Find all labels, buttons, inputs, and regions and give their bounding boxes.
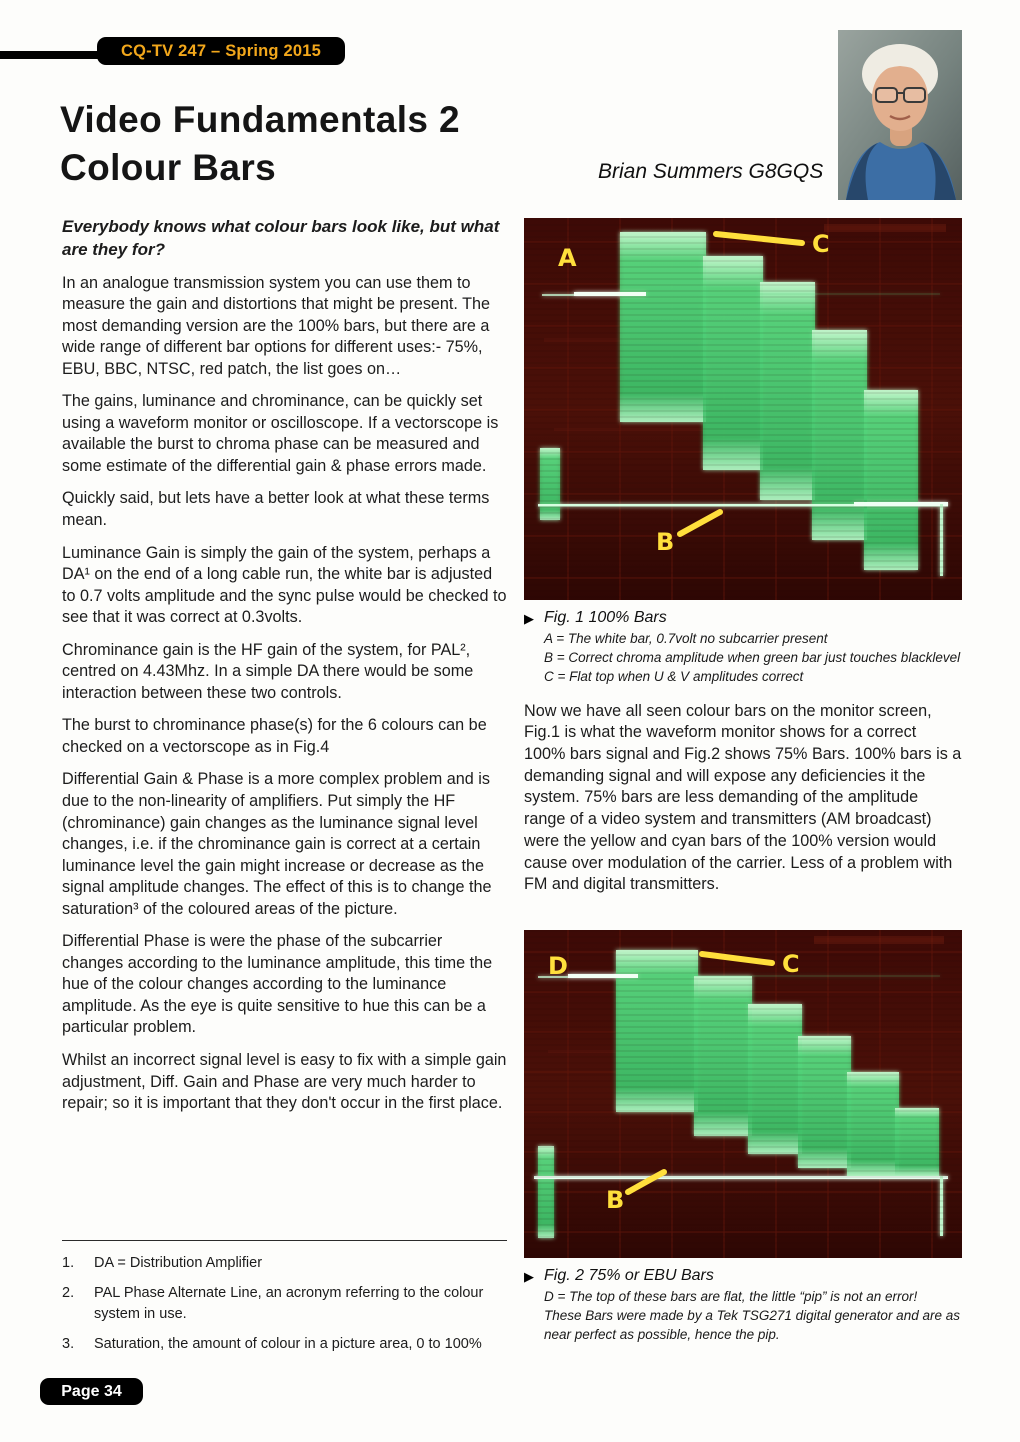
fig2-caption: [524, 1267, 962, 1345]
author-photo: [838, 30, 962, 200]
annotation-d: D: [548, 952, 568, 980]
title-line-2: Colour Bars: [60, 147, 277, 189]
glasses-left-lens: [876, 88, 897, 102]
fig1-caption: [524, 609, 962, 687]
fig2-caption-title: Fig. 2 75% or EBU Bars: [544, 1267, 714, 1284]
fig2-waveform-photo: [524, 930, 962, 1258]
lead-question: Everybody knows what colour bars look like, but what are they for?: [62, 217, 500, 259]
fig2-note: D = The top of these bars are flat, the little “pip” is not an error!: [544, 1289, 918, 1304]
title-line-1: Video Fundamentals 2: [60, 99, 461, 140]
footnote-text: DA = Distribution Amplifier: [94, 1255, 263, 1271]
body-paragraph: Luminance Gain is simply the gain of the system, perhaps a DA¹ on the end of a long cable run, the white bar is adjusted to 0.7 volts amplitude and the sync pulse would be checked to see that it was correct at 0.3volts.: [62, 543, 507, 627]
issue-badge: CQ-TV 247 – Spring 2015: [97, 37, 345, 65]
page-number-badge: Page 34: [40, 1378, 143, 1405]
fig1-waveform-photo: [524, 218, 962, 600]
body-paragraph: In an analogue transmission system you can use them to measure the gain and distortions that might be present. The most demanding version are the 100% bars, but there are a wide range of different bar options for different uses:- 75%, EBU, BBC, NTSC, red patch, the list goes on…: [62, 273, 491, 378]
footnote-number: 2.: [62, 1285, 75, 1302]
annotation-b: B: [656, 528, 675, 556]
annotation-b: B: [606, 1186, 625, 1214]
annotation-a: A: [558, 244, 577, 272]
footnote-number: 3.: [62, 1336, 75, 1353]
body-paragraph: Differential Phase is were the phase of the subcarrier changes according to the luminance amplitude, this time the hue of the colour changes according to the luminance amplitude. As the eye is quite sensitive to hue this can be a particular problem.: [62, 932, 493, 1037]
footnote: [62, 1283, 507, 1325]
fig2-note: These Bars were made by a Tek TSG271 digital generator and are as near perfect as possible, hence the pip.: [544, 1307, 960, 1342]
footnote-number: 1.: [62, 1255, 75, 1271]
fig1-note: C = Flat top when U & V amplitudes correct: [544, 668, 804, 684]
body-paragraph: Chrominance gain is the HF gain of the system, for PAL², centred on 4.43Mhz. In a simple DA there would be some interaction between these two controls.: [62, 640, 474, 702]
footnote-text: PAL Phase Alternate Line, an acronym referring to the colour system in use.: [94, 1285, 484, 1323]
right-column: [524, 218, 962, 896]
footnote-rule: [62, 1240, 507, 1241]
footnote: [62, 1334, 507, 1355]
annotation-c: C: [782, 950, 800, 978]
page-title: [60, 96, 460, 192]
body-paragraph: Differential Gain & Phase is a more complex problem and is due to the non-linearity of amplifiers. Put simply the HF (chrominance) gain changes as the luminance signal level changes, i.e. if the chrominance gain is correct at a certain luminance level the gain might increase or decrease as the signal amplitude changes. The effect of this is to change the saturation³ of the coloured areas of the picture.: [62, 770, 492, 918]
fig1-note: A = The white bar, 0.7volt no subcarrier present: [544, 631, 828, 646]
right-body-paragraph: Now we have all seen colour bars on the monitor screen, Fig.1 is what the waveform monitor shows for a correct 100% bars signal and Fig.2 shows 75% Bars. 100% bars is a demanding signal and will expose any deficiencies it the system. 75% bars are less demanding of the amplitude range of a video system and transmitters (AM broadcast) were the yellow and cyan bars of the 100% version would cause over modulation of the carrier. Less of a problem with FM and digital transmitters.: [524, 701, 962, 894]
fig1-caption-title: Fig. 1 100% Bars: [544, 609, 667, 626]
body-paragraph: Whilst an incorrect signal level is easy to fix with a simple gain adjustment, Diff. Gain and Phase are very much harder to repair; so it is important that they don't occur in the first place.: [62, 1051, 507, 1113]
left-column: [62, 216, 507, 1126]
footnotes: [62, 1240, 507, 1364]
footnote-text: Saturation, the amount of colour in a picture area, 0 to 100%: [94, 1336, 482, 1353]
footnote: [62, 1253, 507, 1274]
annotation-c: C: [812, 230, 830, 258]
body-paragraph: The burst to chrominance phase(s) for the 6 colours can be checked on a vectorscope as in Fig.4: [62, 716, 487, 756]
body-paragraph: The gains, luminance and chrominance, can be quickly set using a waveform monitor or oscilloscope. If a vectorscope is available the burst to chroma phase can be measured and some estimate of the differential gain & phase errors made.: [62, 392, 499, 475]
fig1-note: B = Correct chroma amplitude when green bar just touches blacklevel: [544, 649, 961, 665]
figure-marker-icon: ▶: [524, 1269, 534, 1284]
figure-marker-icon: ▶: [524, 611, 534, 626]
fig2-block: [524, 930, 962, 1345]
body-paragraph: Quickly said, but lets have a better look at what these terms mean.: [62, 489, 490, 529]
author-photo-image: [838, 30, 962, 200]
author-name: Brian Summers G8GQS: [598, 160, 824, 183]
glasses-right-lens: [904, 88, 925, 102]
